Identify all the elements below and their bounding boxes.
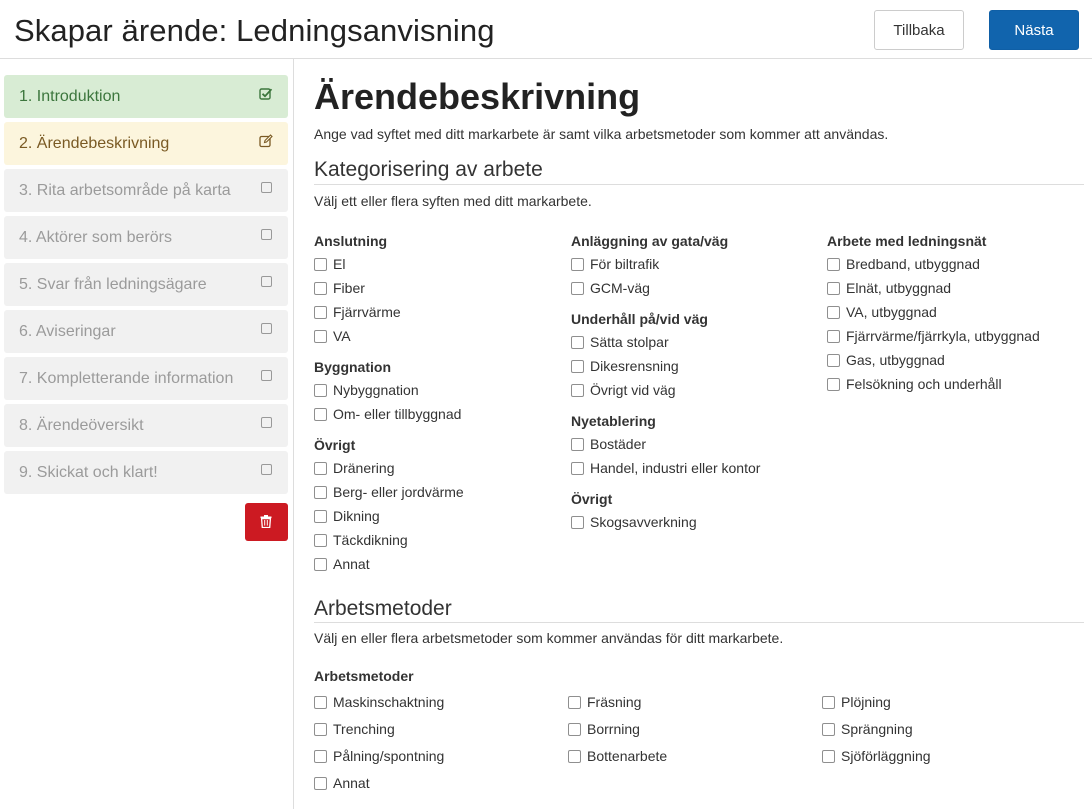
step-sidebar [0, 59, 294, 809]
check-square-icon [259, 87, 273, 101]
step-label: 9. Skickat och klart! [19, 464, 158, 481]
group-heading-ovrigt-2: Övrigt [571, 491, 613, 507]
step-svar-ledningsagare[interactable] [4, 263, 288, 306]
step-label: 4. Aktörer som berörs [19, 229, 172, 246]
group-heading-ovrigt: Övrigt [314, 437, 356, 453]
step-label: 6. Aviseringar [19, 323, 116, 340]
intro-text: Ange vad syftet med ditt markarbete är samt vilka arbetsmetoder som kommer att användas. [314, 126, 889, 142]
edit-icon [259, 134, 273, 148]
section-divider [314, 622, 1084, 623]
empty-square-icon [261, 323, 272, 334]
step-introduktion[interactable] [4, 75, 288, 118]
kategorisering-title: Kategorisering av arbete [314, 158, 543, 181]
section-divider [314, 184, 1084, 185]
kategorisering-desc: Välj ett eller flera syften med ditt markarbete. [314, 193, 592, 209]
empty-square-icon [261, 229, 272, 240]
step-label: 8. Ärendeöversikt [19, 417, 144, 434]
group-heading-underhall: Underhåll på/vid väg [571, 311, 708, 327]
group-heading-anslutning: Anslutning [314, 233, 388, 249]
step-kompletterande[interactable] [4, 357, 288, 400]
empty-square-icon [261, 276, 272, 287]
arbetsmetoder-title: Arbetsmetoder [314, 597, 452, 620]
step-label: 5. Svar från ledningsägare [19, 276, 207, 293]
step-aviseringar[interactable] [4, 310, 288, 353]
back-button[interactable]: Tillbaka [874, 10, 964, 50]
empty-square-icon [261, 182, 272, 193]
group-heading-nyetablering: Nyetablering [571, 413, 656, 429]
group-heading-ledningsnat: Arbete med ledningsnät [827, 233, 987, 249]
step-label: 1. Introduktion [19, 88, 121, 105]
step-label: 2. Ärendebeskrivning [19, 135, 170, 152]
arbetsmetoder-desc: Välj en eller flera arbetsmetoder som kommer användas för ditt markarbete. [314, 630, 784, 646]
group-heading-byggnation: Byggnation [314, 359, 391, 375]
step-rita-arbetsomrade[interactable] [4, 169, 288, 212]
empty-square-icon [261, 370, 272, 381]
group-heading-arbetsmetoder: Arbetsmetoder [314, 668, 414, 684]
page-title: Ärendebeskrivning [314, 76, 641, 117]
empty-square-icon [261, 464, 272, 475]
step-arendebeskrivning[interactable] [4, 122, 288, 165]
page-header-title: Skapar ärende: Ledningsanvisning [14, 13, 495, 48]
step-skickat[interactable] [4, 451, 288, 494]
delete-button[interactable] [245, 503, 288, 541]
step-label: 3. Rita arbetsområde på karta [19, 182, 231, 199]
group-heading-anlaggning: Anläggning av gata/väg [571, 233, 729, 249]
next-button[interactable]: Nästa [989, 10, 1079, 50]
trash-icon [260, 515, 272, 528]
step-label: 7. Kompletterande information [19, 370, 234, 387]
empty-square-icon [261, 417, 272, 428]
step-aktorer[interactable] [4, 216, 288, 259]
step-arendeoversikt[interactable] [4, 404, 288, 447]
page-header [0, 0, 1092, 59]
